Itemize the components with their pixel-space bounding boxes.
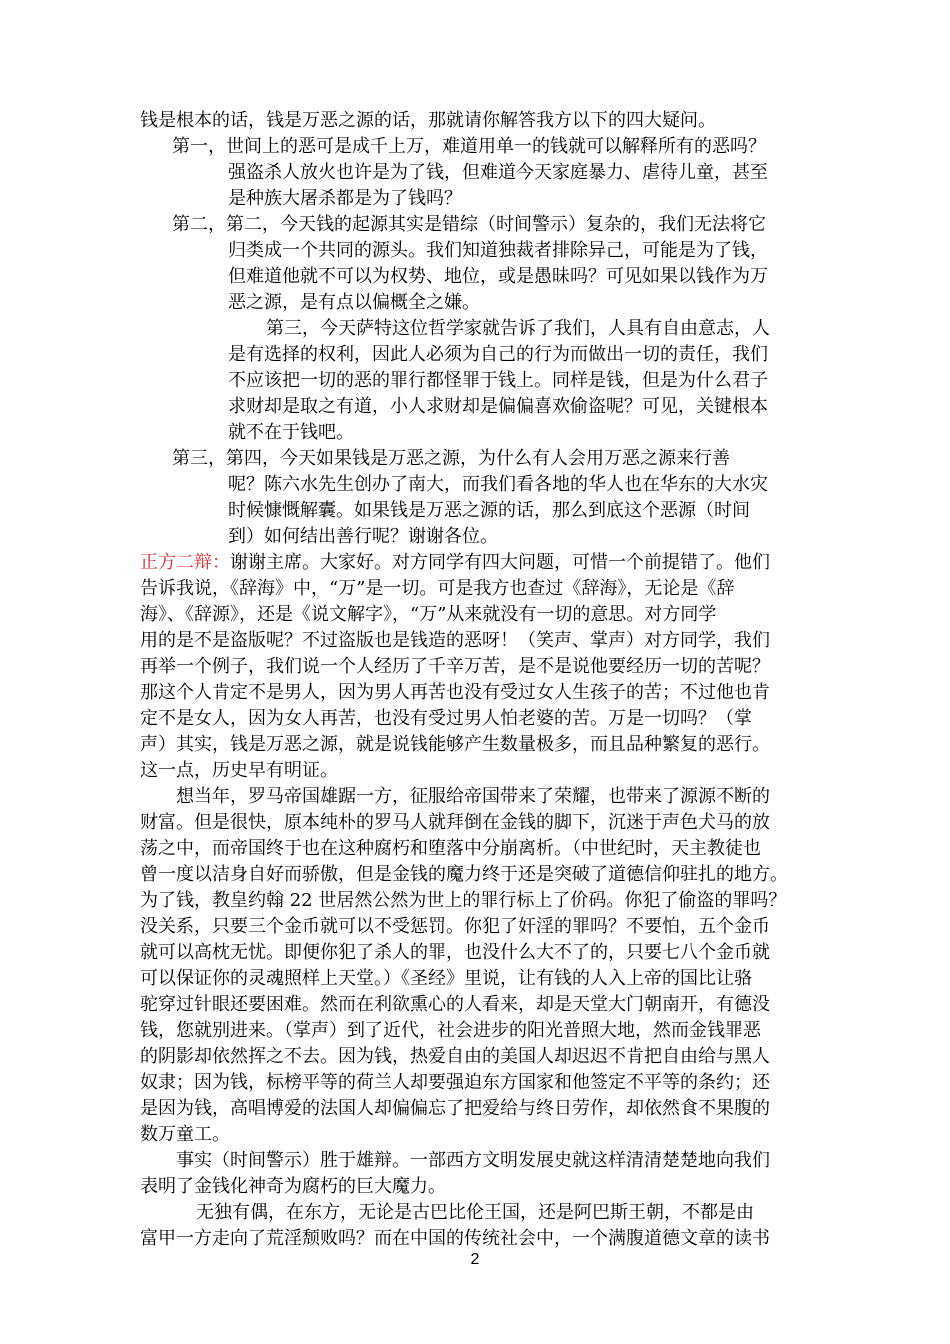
text-line: 没关系，只要三个金币就可以不受惩罚。你犯了奸淫的罪吗？不要怕，五个金币 bbox=[140, 916, 770, 937]
text-line: 是有选择的权利，因此人必须为自己的行为而做出一切的责任，我们 bbox=[228, 344, 768, 365]
text-line: 钱，您就别进来。（掌声）到了近代，社会进步的阳光普照大地，然而金钱罪恶 bbox=[140, 1020, 761, 1041]
text-line: 是种族大屠杀都是为了钱吗？ bbox=[228, 188, 462, 209]
text-line: 第三，第四，今天如果钱是万恶之源，为什么有人会用万恶之源来行善 bbox=[172, 448, 730, 469]
text-line: 不应该把一切的恶的罪行都怪罪于钱上。同样是钱，但是为什么君子 bbox=[228, 370, 768, 391]
text-line: 荡之中，而帝国终于也在这种腐朽和堕落中分崩离析。（中世纪时，天主教徒也 bbox=[140, 838, 761, 859]
text-line: 用的是不是盗版呢？不过盗版也是钱造的恶呀！（笑声、掌声）对方同学，我们 bbox=[140, 630, 770, 651]
text-line: 谢谢主席。大家好。对方同学有四大问题，可惜一个前提错了。他们 bbox=[230, 552, 770, 573]
text-line: 就可以高枕无忧。即便你犯了杀人的罪，也没什么大不了的，只要七八个金币就 bbox=[140, 942, 770, 963]
text-line: 这一点，历史早有明证。 bbox=[140, 760, 338, 781]
text-line: 第一，世间上的恶可是成千上万，难道用单一的钱就可以解释所有的恶吗？ bbox=[172, 136, 766, 157]
text-line: 强盗杀人放火也许是为了钱，但难道今天家庭暴力、虐待儿童，甚至 bbox=[228, 162, 768, 183]
text-line: 表明了金钱化神奇为腐朽的巨大魔力。 bbox=[140, 1176, 446, 1197]
page-number: 2 bbox=[470, 1251, 480, 1268]
text-line: 恶之源，是有点以偏概全之嫌。 bbox=[228, 292, 480, 313]
text-line: 再举一个例子，我们说一个人经历了千辛万苦，是不是说他要经历一切的苦呢？ bbox=[140, 656, 770, 677]
text-line: 就不在于钱吧。 bbox=[228, 422, 354, 443]
text-line: 定不是女人，因为女人再苦，也没有受过男人怕老婆的苦。万是一切吗？（掌 bbox=[140, 708, 752, 729]
text-line: 呢？陈六水先生创办了南大，而我们看各地的华人也在华东的大水灾 bbox=[228, 474, 768, 495]
text-line: 曾一度以洁身自好而骄傲，但是金钱的魔力终于还是突破了道德信仰驻扎的地方。 bbox=[140, 864, 788, 885]
text-line: 无独有偶，在东方，无论是古巴比伦王国，还是阿巴斯王朝，不都是由 bbox=[196, 1202, 754, 1223]
text-line: 财富。但是很快，原本纯朴的罗马人就拜倒在金钱的脚下，沉迷于声色犬马的放 bbox=[140, 812, 770, 833]
text-line: 到）如何结出善行呢？谢谢各位。 bbox=[228, 526, 498, 547]
text-line: 告诉我说，《辞海》中，“万”是一切。可是我方也查过《辞海》，无论是《辞 bbox=[140, 578, 735, 599]
text-line: 的阴影却依然挥之不去。因为钱，热爱自由的美国人却迟迟不肯把自由给与黑人 bbox=[140, 1046, 770, 1067]
text-line: 钱是根本的话，钱是万恶之源的话，那就请你解答我方以下的四大疑问。 bbox=[140, 110, 716, 131]
text-line: 数万童工。 bbox=[140, 1124, 230, 1145]
text-line: 想当年，罗马帝国雄踞一方，征服给帝国带来了荣耀，也带来了源源不断的 bbox=[176, 786, 770, 807]
text-line: 求财却是取之有道，小人求财却是偏偏喜欢偷盗呢？可见，关键根本 bbox=[228, 396, 768, 417]
text-line: 归类成一个共同的源头。我们知道独裁者排除异己，可能是为了钱， bbox=[228, 240, 768, 261]
text-line: 是因为钱，高唱博爱的法国人却偏偏忘了把爱给与终日劳作，却依然食不果腹的 bbox=[140, 1098, 770, 1119]
text-line: 但难道他就不可以为权势、地位，或是愚昧吗？可见如果以钱作为万 bbox=[228, 266, 768, 287]
speaker-line bbox=[140, 550, 770, 576]
text-line: 富甲一方走向了荒淫颓败吗？而在中国的传统社会中，一个满腹道德文章的读书 bbox=[140, 1228, 770, 1249]
text-line: 第二，第二，今天钱的起源其实是错综（时间警示）复杂的，我们无法将它 bbox=[172, 214, 766, 235]
text-line: 第三，今天萨特这位哲学家就告诉了我们，人具有自由意志，人 bbox=[266, 318, 770, 339]
text-line: 那这个人肯定不是男人，因为男人再苦也没有受过女人生孩子的苦；不过他也肯 bbox=[140, 682, 770, 703]
text-line: 驼穿过针眼还要困难。然而在利欲熏心的人看来，却是天堂大门朝南开，有德没 bbox=[140, 994, 770, 1015]
text-line: 奴隶；因为钱，标榜平等的荷兰人却要强迫东方国家和他签定不平等的条约；还 bbox=[140, 1072, 770, 1093]
text-line: 时候慷慨解囊。如果钱是万恶之源的话，那么到底这个恶源（时间 bbox=[228, 500, 750, 521]
text-line: 声）其实，钱是万恶之源，就是说钱能够产生数量极多，而且品种繁复的恶行。 bbox=[140, 734, 770, 755]
text-line: 海》、《辞源》，还是《说文解字》，“万”从来就没有一切的意思。对方同学 bbox=[140, 604, 717, 625]
speaker-label: 正方二辩： bbox=[140, 552, 230, 573]
text-line: 事实（时间警示）胜于雄辩。一部西方文明发展史就这样清清楚楚地向我们 bbox=[176, 1150, 770, 1171]
text-line: 为了钱，教皇约翰 22 世居然公然为世上的罪行标上了价码。你犯了偷盗的罪吗？ bbox=[140, 890, 787, 911]
text-line: 可以保证你的灵魂照样上天堂。）《圣经》里说，让有钱的人入上帝的国比让骆 bbox=[140, 968, 752, 989]
